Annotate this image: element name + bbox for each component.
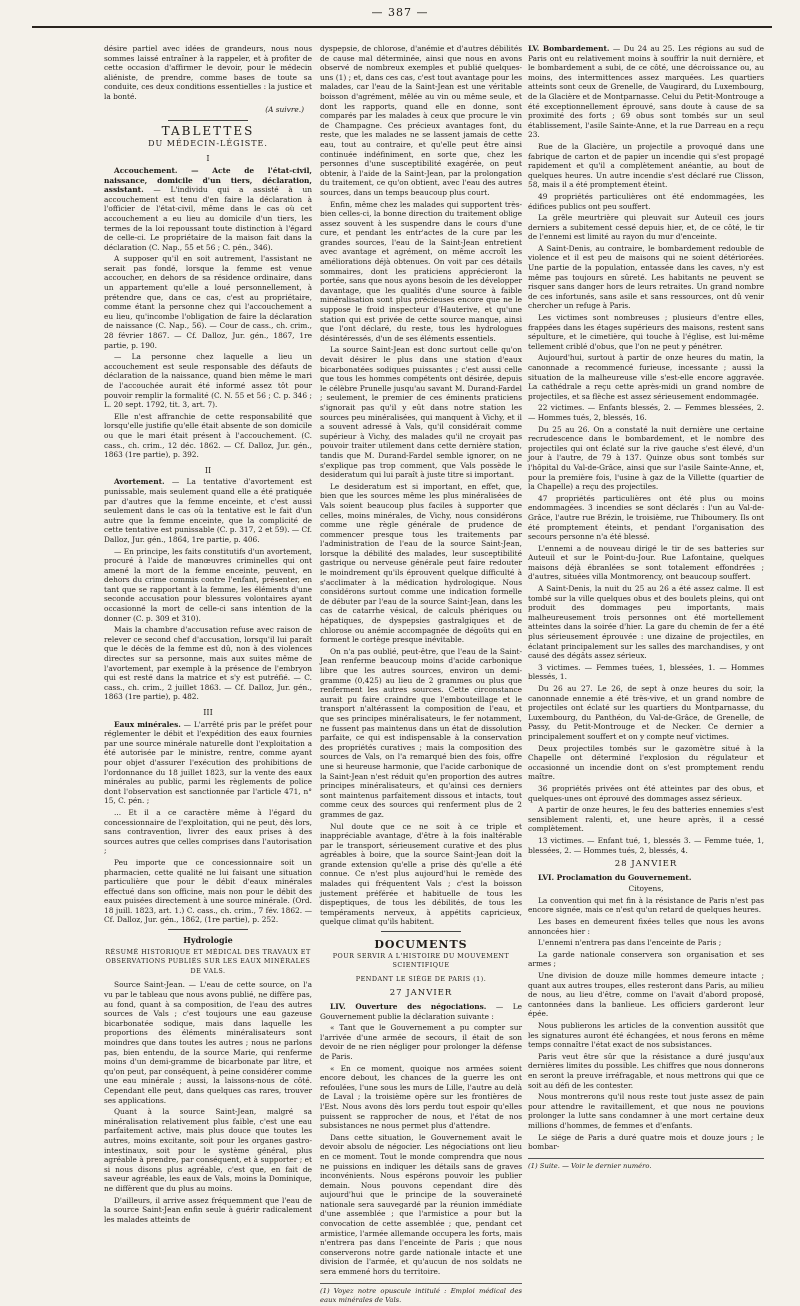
paragraph: — L'arrêté pris par le préfet pour réglementer le débit et l'expédition des eaux fournies par une source minérale naturelle dont l'exploitation a été autorisée par le ministre, rentre, comme ayant pour objet d'assurer l'exécution des prohibitions de l'ordonnance du 18 juillet 1823, sur la vente des eaux minérales au public, parmi les règlements de police dont l'observation est sanctionnée par l'article 471, n° 15, C. pén. ; xyxy=(104,719,313,806)
hydrologie-subheading: RÉSUMÉ HISTORIQUE ET MÉDICAL DES TRAVAUX ET OBSERVATIONS PUBLIÉS SUR LES EAUX MINÉRALES DE VALS. xyxy=(105,947,311,975)
paragraph: Du 26 au 27. Le 26, de sept à onze heures du soir, la canonnade ennemie a été très-vive, et un grand nombre de projectiles ont éclaté sur les quartiers du Montparnasse, du Luxembourg, du Panthéon, du Val-de-Grâce, de Grenelle, de Passy, du Petit-Montrouge et de Necker. Ce dernier a principalement souffert et on y compte neuf victimes. xyxy=(528,684,764,741)
paragraph: Nous montrerons qu'il nous reste tout juste assez de pain pour attendre le ravitaillement, et que nous ne pouvions prolonger la lutte sans condamner à une mort certaine deux millions d'hommes, de femmes et d'enfants. xyxy=(528,1092,764,1130)
paragraph: Paris veut être sûr que la résistance a duré jusqu'aux dernières limites du possible. Les chiffres que nous donnerons en seront la preuve irréfragable, et nous mettrons qui que ce soit au défi de les contester. xyxy=(528,1051,764,1090)
column-2 xyxy=(320,44,522,1306)
paragraph: Elle n'est affranchie de cette responsabilité que lorsqu'elle justifie qu'elle était absente de son domicile ou que le mari était présent à l'accouchement. (C. cass., ch. crim., 12 déc. 1862. — Cf. Dalloz, Jur. gén., 1863 (1re partie), p. 392. xyxy=(104,411,312,460)
paragraph: dyspepsie, de chlorose, d'anémie et d'autres débilités de cause mal déterminée, ainsi que nous en avons observé de nombreux exemples et publié quelques-uns (1) ; et, dans ces cas, c'est tout avantage pour les malades, car l'eau de la Saint-Jean est une véritable boisson d'agrément, mêlée au vin ou même seule, et dont les rapports, quand elle en donne, sont comparés par les malades à ceux que procure le vin de Champagne. Ces précieux avantages font, du reste, que les malades ne se lassent jamais de cette eau, tout au contraire, et qu'elle peut être ainsi continuée indéfiniment, en sorte que, chez les personnes d'une susceptibilité exagérée, on peut obtenir, à l'aide de la Saint-Jean, par la prolongation du traitement, ce qu'on obtient, avec l'eau des autres sources, dans un temps beaucoup plus court. xyxy=(320,44,522,197)
paragraph: 36 propriétés privées ont été atteintes par des obus, et quelques-unes ont éprouvé des dommages assez sérieux. xyxy=(528,783,764,803)
paragraph: On n'a pas oublié, peut-être, que l'eau de la Saint-Jean renferme beaucoup moins d'acide carbonique libre que les autres sources, environ un demi-gramme (0,425) au lieu de 2 grammes ou plus que renferment les autres sources. Cette circonstance aurait pu faire craindre que l'embouteillage et le transport n'altérassent la composition de l'eau, et que ses principes minéralisateurs, le fer notamment, ne fussent pas maintenus dans un état de dissolution parfaite, ce qui est indispensable à la conservation des propriétés curatives ; mais la composition des sources de Vals, on l'a remarqué bien des fois, offre une si heureuse harmonie, que l'acide carbonique de la Saint-Jean n'est réduit qu'en proportion des autres principes minéralisateurs, et qu'ainsi ces derniers sont maintenus parfaitement dissous et intacts, tout comme ceux des sources qui renferment plus de 2 grammes de gaz. xyxy=(320,646,522,819)
paragraph: La convention qui met fin à la résistance de Paris n'est pas encore signée, mais ce n'est qu'un retard de quelques heures. xyxy=(528,895,764,915)
salutation: Citoyens, xyxy=(628,884,664,894)
paragraph: La garde nationale conservera son organisation et ses armes ; xyxy=(528,949,764,969)
paragraph: A Saint-Denis, au contraire, le bombardement redouble de violence et il est peu de maisons qui ne soient détériorées. Une partie de la population, entassée dans les caves, n'y est même pas toujours en sûreté. Les habitants ne peuvent se risquer sans danger hors de leurs retraites. Un grand nombre de ces infortunés, sans asile et sans ressources, ont dû venir chercher un refuge à Paris. xyxy=(528,243,764,311)
paragraph: — La personne chez laquelle a lieu un accouchement est seule responsable des défauts de déclaration de la naissance, quand bien même le mari de l'accouchée aurait été informé assez tôt pour pouvoir remplir la formalité (C. N. 55 et 56 ; C. p. 346 ; L. 20 sept. 1792, tit. 3, art. 7). xyxy=(104,352,312,410)
paragraph: L'ennemi a de nouveau dirigé le tir de ses batteries sur Auteuil et sur le Point-du-Jour. Rue Lafontaine, quelques maisons déjà ébranlées se sont totalement effondrées ; d'autres, situées villa Montmorency, ont beaucoup souffert. xyxy=(528,543,764,582)
tablettes-title: TABLETTES xyxy=(161,124,255,139)
paragraph: — L'individu qui a assisté à un accouchement est tenu d'en faire la déclaration à l'officier de l'état-civil, même dans le cas où cet accouchement a eu lieu au domicile d'un tiers, les termes de la loi repoussant toute distinction à l'égard de celle-ci. Le propriétaire de la maison fait dans la déclaration (C. Nap., 55 et 56 ; C. pén., 346). xyxy=(104,185,312,252)
section-lead: Eaux minérales. xyxy=(114,719,181,729)
section-lead: LIV. Ouverture des négociations. xyxy=(330,1002,487,1011)
paragraph: Le desideratum est si important, en effet, que, bien que les sources même les plus minéralisées de Vals soient beaucoup plus faciles à supporter que celles, moins minérales, de Vichy, nous considérons comme une règle générale de prudence de commencer presque tous les traitements par l'administration de l'eau de la source Saint-Jean, lorsque la débilité des malades, leur susceptibilité gastrique ou nerveuse générale peut faire redouter le moindrement qu'ils éprouvent quelque difficulté à s'acclimater à la médication hydrologique. Nous considérons surtout comme une indication formelle de débuter par l'eau de la source Saint-Jean, dans les cas de catarrhe vésical, de calculs phériques ou hépatiques, de dyspepsies gastralgiques et de chlorose ou anémie accompagnée de dégoûts qui en forment le cortège presque inévitable. xyxy=(320,481,522,645)
paragraph: Les bases en demeurent fixées telles que nous les avons annoncées hier : xyxy=(528,917,764,936)
documents-title: DOCUMENTS xyxy=(374,938,468,952)
paragraph: Aujourd'hui, surtout à partir de onze heures du matin, la canonnade a recommencé furieuse, incessante ; aussi la situation de la malheureuse ville s'est-elle encore aggravée. La cathédrale a reçu cette après-midi un grand nombre de projectiles, et sa flèche est assez sérieusement endommagée. xyxy=(528,353,764,401)
paragraph: 47 propriétés particulières ont été plus ou moins endommagées. 3 incendies se sont déclarés : l'un au Val-de-Grâce, l'autre rue Brézin, le troisième, rue Thiboumery. Ils ont été promptement éteints, et pendant l'organisation des secours personne n'a été blessé. xyxy=(528,493,764,542)
section-lead: Accouchement. — Acte de l'état-civil, naissance, domicile d'un tiers, déclaration, assistant. xyxy=(104,165,312,195)
paragraph: Dans cette situation, le Gouvernement avait le devoir absolu de négocier. Les négociations ont lieu en ce moment. Tout le monde comprendra que nous ne puissions en indiquer les détails sans de graves inconvénients. Nous espérons pouvoir les publier demain. Nous pouvons cependant dire dès aujourd'hui que le principe de la souveraineté nationale sera sauvegardé par la réunion immédiate d'une assemblée ; que l'armistice a pour but la convocation de cette assemblée ; que, pendant cet armistice, l'armée allemande occupera les forts, mais n'entrera pas dans l'enceinte de Paris ; que nous conserverons notre garde nationale intacte et une division de l'armée, et qu'aucun de nos soldats ne sera emmené hors du territoire. xyxy=(320,1132,522,1277)
page-number: — 387 — xyxy=(371,6,429,19)
paragraph: « En ce moment, quoique nos armées soient encore debout, les chances de la guerre les ont refoulées, l'une sous les murs de Lille, l'autre au delà de Laval ; la troisième opère sur les frontières de l'Est. Nous avons dès lors perdu tout espoir qu'elles puissent se rapprocher de nous, et l'état de nos subsistances ne nous permet plus d'attendre. xyxy=(320,1063,522,1131)
divider xyxy=(168,120,248,121)
section-number: I xyxy=(206,154,210,164)
section-number: II xyxy=(204,465,212,475)
top-rule xyxy=(32,26,772,28)
paragraph: 13 victimes. — Enfant tué, 1, blessés 3. — Femme tuée, 1, blessées, 2. — Hommes tués, 2, blessés, 4. xyxy=(528,835,764,855)
paragraph: Enfin, même chez les malades qui supportent très-bien celles-ci, la bonne direction du traitement oblige assez souvent à les suspendre dans le cours d'une cure, et pendant les entr'actes de la cure par les grandes sources, l'eau de la Saint-Jean entretient avec avantage et agrément, on même accroît les améliorations déjà obtenues. On voit par ces détails sommaires, dont les praticiens apprécieront la portée, sans que nous ayons besoin de les développer davantage, que les qualités d'une source à faible minéralisation sont plus précieuses encore que ne le suppose le froid inspecteur d'Hauterive, et qu'une station qui est privée de cette source manque, ainsi que l'ont déclaré, du reste, tous les hydrologues désintéressés, d'un de ses éléments essentiels. xyxy=(320,199,522,343)
paragraph: A supposer qu'il en soit autrement, l'assistant ne serait pas fondé, lorsque la femme est venue accoucher, en dehors de sa résidence ordinaire, dans un appartement qu'elle a loué personnellement, à prétendre que, dans ce cas, c'est au propriétaire, comme étant la personne chez qui l'accouchement a eu lieu, qu'incombe l'obligation de faire la déclaration de naissance (C. Nap., 56). — Cour de cass., ch. crim., 28 février 1867. — Cf. Dalloz, Jur. gén., 1867, 1re partie, p. 190. xyxy=(104,254,312,350)
to-be-continued: (A suivre.) xyxy=(265,104,304,114)
paragraph: Nous publierons les articles de la convention aussitôt que les signatures auront été échangées, et nous ferons en même temps connaître l'état exact de nos subsistances. xyxy=(528,1021,764,1050)
paragraph: A partir de onze heures, le feu des batteries ennemies s'est sensiblement ralenti, et, une heure après, il a cessé complètement. xyxy=(528,805,764,834)
paragraph: Une division de douze mille hommes demeure intacte ; quant aux autres troupes, elles resteront dans Paris, au milieu de nous, au lieu d'être, comme on l'avait d'abord proposé, cantonnées dans la banlieue. Les officiers garderont leur épée. xyxy=(528,971,764,1019)
paragraph: 3 victimes. — Femmes tuées, 1, blessées, 1. — Hommes blessés, 1. xyxy=(528,662,764,682)
paragraph: Le siége de Paris a duré quatre mois et douze jours ; le bombar- xyxy=(528,1132,764,1152)
section-lead: LV. Bombardement. xyxy=(528,44,610,53)
hydrologie-heading: Hydrologie xyxy=(183,935,233,946)
section-lead: LVI. Proclamation du Gouvernement. xyxy=(538,872,692,882)
divider xyxy=(168,929,248,930)
paragraph: Quant à la source Saint-Jean, malgré sa minéralisation relativement plus faible, c'est une eau parfaitement active, mais plus douce que toutes les autres, moins excitante, soit pour les organes gastro-intestinaux, soit pour le système général, plus agréable à prendre, par conséquent, et à supporter ; et si nous disons plus agréable, c'est que, en fait de saveur agréable, les eaux de Vals, moins la Dominique, ne diffèrent que du plus au moins. xyxy=(104,1107,312,1193)
footnote: (1) Suite. — Voir le dernier numéro. xyxy=(528,1158,764,1172)
footnote: (1) Voyez notre opuscule intitulé : Emploi médical des eaux minérales de Vals. xyxy=(320,1283,522,1306)
paragraph: D'ailleurs, il arrive assez fréquemment que l'eau de la source Saint-Jean enfin seule à guérir radicalement les malades atteints de xyxy=(104,1195,312,1224)
documents-subtitle: POUR SERVIR A L'HISTOIRE DU MOUVEMENT SCIENTIFIQUE xyxy=(332,951,510,970)
column-1 xyxy=(104,44,312,1226)
section-lead: Avortement. xyxy=(114,477,165,487)
paragraph: L'ennemi n'entrera pas dans l'enceinte de Paris ; xyxy=(538,938,722,948)
paragraph: Du 25 au 26. On a constaté la nuit dernière une certaine recrudescence dans le bombardement, et le nombre des projectiles qui ont éclaté sur la rive gauche s'est élevé, d'un jour à l'autre, de 79 à 137. Quinze obus sont tombés sur l'hôpital du Val-de-Grâce, ainsi que sur l'asile Sainte-Anne, et, pour la première fois, l'usine à gaz de la Villette (quartier de la Chapelle) a reçu des projectiles. xyxy=(528,424,764,492)
date-heading: 27 JANVIER xyxy=(389,988,453,999)
column-3 xyxy=(528,44,764,1171)
paragraph: A Saint-Denis, la nuit du 25 au 26 a été assez calme. Il est tombé sur la ville quelques obus et des boulets pleins, qui ont produit des dommages peu importants, mais malheureusement trois personnes ont été mortellement atteintes dans la soirée d'hier. La gare du chemin de fer a été plus sérieusement éprouvée : une dizaine de projectiles, en éclatant principalement sur les salles des marchandises, y ont causé des dégâts assez sérieux. xyxy=(528,584,764,661)
paragraph: — Le Gouvernement publie la déclaration suivante : xyxy=(320,1002,522,1021)
divider xyxy=(381,931,461,932)
documents-subtitle: PENDANT LE SIÉGE DE PARIS (1). xyxy=(355,974,487,983)
paragraph: Nul doute que ce ne soit à ce triple et inappréciable avantage, d'être à la fois inaltérable par le transport, sérieusement curative et des plus agréables à boire, que la source Saint-Jean doit la grande extension qu'elle a prise dès qu'elle a été connue. Ce n'est plus aujourd'hui le remède des malades qui fréquentent Vals ; c'est la boisson justement préférée et habituelle de tous les dispeptiques, de tous les débilités, de tous les tempéraments nerveux, à appétits capricieux, quelque climat qu'ils habitent. xyxy=(320,821,522,927)
paragraph: Source Saint-Jean. — L'eau de cette source, on l'a vu par le tableau que nous avons publié, ne diffère pas, au fond, quant à sa composition, de l'eau des autres sources de Vals ; c'est toujours une eau gazeuse bicarbonatée sodique, mais dans laquelle les proportions des éléments minéralisateurs sont moindres que dans toutes les autres ; nous ne parlons pas, bien entendu, de la source Marie, qui renferme moins d'un demi-gramme de bicarbonate par litre, et qu'on peut, par conséquent, à peine considérer comme une eau minérale ; aussi, la laissons-nous de côté. Cependant elle peut, dans quelques cas rares, trouver ses applications. xyxy=(104,980,312,1105)
paragraph: Rue de la Glacière, un projectile a provoqué dans une fabrique de carton et de papier un incendie qui s'est propagé rapidement et qu'il a complètement anéantie, au bout de quelques heures. Un autre incendie s'est déclaré rue Clisson, 58, mais il a été promptement éteint. xyxy=(528,141,764,190)
paragraph: 49 propriétés particulières ont été endommagées, les édifices publics ont peu souffert. xyxy=(528,191,764,211)
paragraph: — La tentative d'avortement est punissable, mais seulement quand elle a été pratiquée par d'autres que la femme enceinte, et c'est aussi seulement dans le cas où la tentative est le fait d'un autre que la femme enceinte, que la complicité de cette tentative est punissable (C. p. 317, 2 et 59). — Cf. Dalloz, Jur. gén., 1864, 1re partie, p. 406. xyxy=(104,477,312,544)
paragraph: ... Et il a ce caractère même à l'égard du concessionnaire de l'exploitation, qui ne peut, dès lors, sans contravention, livrer des eaux prises à des sources autres que celles comprises dans l'autorisation ; xyxy=(104,807,312,856)
tablettes-subtitle: DU MÉDECIN-LÉGISTE. xyxy=(148,138,268,148)
paragraph: — Du 24 au 25. Les régions au sud de Paris ont eu relativement moins à souffrir la nuit dernière, et le bombardement a subi, de ce côté, une décroissance ou, au moins, des intermittences assez marquées. Les quartiers atteints sont ceux de Grenelle, de Vaugirard, du Luxembourg, de la Glacière et de Montparnasse. Celui du Petit-Montrouge a été exceptionnellement éprouvé, sans doute à cause de sa proximité des forts ; 69 obus sont tombés sur un seul établissement, l'asile Sainte-Anne, et la rue Darreau en a reçu 23. xyxy=(528,44,764,140)
paragraph: Les victimes sont nombreuses ; plusieurs d'entre elles, frappées dans les étages supérieurs des maisons, restent sans sépulture, et le cimetière, qui touche à l'église, est lui-même tellement criblé d'obus, que l'on ne peut y pénétrer. xyxy=(528,313,764,351)
paragraph: La grêle meurtrière qui pleuvait sur Auteuil ces jours derniers a subitement cessé depuis hier, et, de ce côté, le tir de l'ennemi est limité au rayon du mur d'enceinte. xyxy=(528,213,764,242)
paragraph: Deux projectiles tombés sur le gazomètre situé à la Chapelle ont déterminé l'explosion du régulateur et occasionné un incendie dont on s'est promptement rendu maître. xyxy=(528,743,764,782)
intro-paragraph: désire partiel avec idées de grandeurs, nous nous sommes laissé entraîner à la rappeler, et à profiter de cette occasion d'affirmer le devoir, pour le médecin aliéniste, de prendre, comme bases de toute sa conduite, ces deux conditions essentielles : la justice et la bonté. xyxy=(104,44,312,101)
paragraph: Mais la chambre d'accusation refuse avec raison de relever ce second chef d'accusation, lorsqu'il lui paraît que le décès de la femme est dû, non à des violences directes sur sa personne, mais aux suites même de l'avortement, par exemple à la présence de l'embryon qui est resté dans la matrice et s'y est putréfié. — C. cass., ch. crim., 2 juillet 1863. — Cf. Dalloz, Jur. gén., 1863 (1re partie), p. 482. xyxy=(104,625,312,702)
paragraph: Peu importe que ce concessionnaire soit un pharmacien, cette qualité ne lui faisant une situation particulière que pour le débit d'eaux minérales effectué dans son officine, mais non pour le débit des eaux puisées directement à une source minérale. (Ord. 18 juill. 1823, art. 1.) C. cass., ch. crim., 7 fév. 1862. — Cf. Dalloz, Jur. gén., 1862, (1re partie), p. 252. xyxy=(104,857,312,925)
paragraph: « Tant que le Gouvernement a pu compter sur l'arrivée d'une armée de secours, il était de son devoir de ne rien négliger pour prolonger la défense de Paris. xyxy=(320,1023,522,1061)
paragraph: — En principe, les faits constitutifs d'un avortement, procuré à l'aide de manœuvres criminelles qui ont amené la mort de la femme enceinte, peuvent, en dehors du crime commis contre l'enfant, présenter, en tant que se rapportant à la femme, les éléments d'une seconde accusation pour blessures volontaires ayant occasionné la mort de celle-ci sans intention de la donner (C. p. 309 et 310). xyxy=(104,546,312,623)
paragraph: 22 victimes. — Enfants blessés, 2. — Femmes blessées, 2. — Hommes tués, 2, blessés, 16. xyxy=(528,403,764,422)
date-heading: 28 JANVIER xyxy=(614,859,678,870)
section-number: III xyxy=(203,708,213,717)
paragraph: La source Saint-Jean est donc surtout celle qu'on devait désirer le plus dans une station d'eaux bicarbonatées sodiques puissantes ; c'est aussi celle que tous les hommes compétents ont désirée, depuis le célèbre Prunelle jusqu'au savant M. Durand-Fardel ; seulement, le premier de ces éminents praticiens s'ignorait pas qu'il y eût dans notre station les sources peu minéralisées, qui manquent à Vichy, et il a souvent adressé à Vals, qu'il considérait comme supérieur à Vichy, des malades qu'il ne croyait pas pouvoir traiter utilement dans cette dernière station, tandis que M. Durand-Fardel semble ignorer, on ne s'explique pas trop comment, que Vals possède le desideratum qui lui paraît à juste titre si important. xyxy=(320,345,522,480)
